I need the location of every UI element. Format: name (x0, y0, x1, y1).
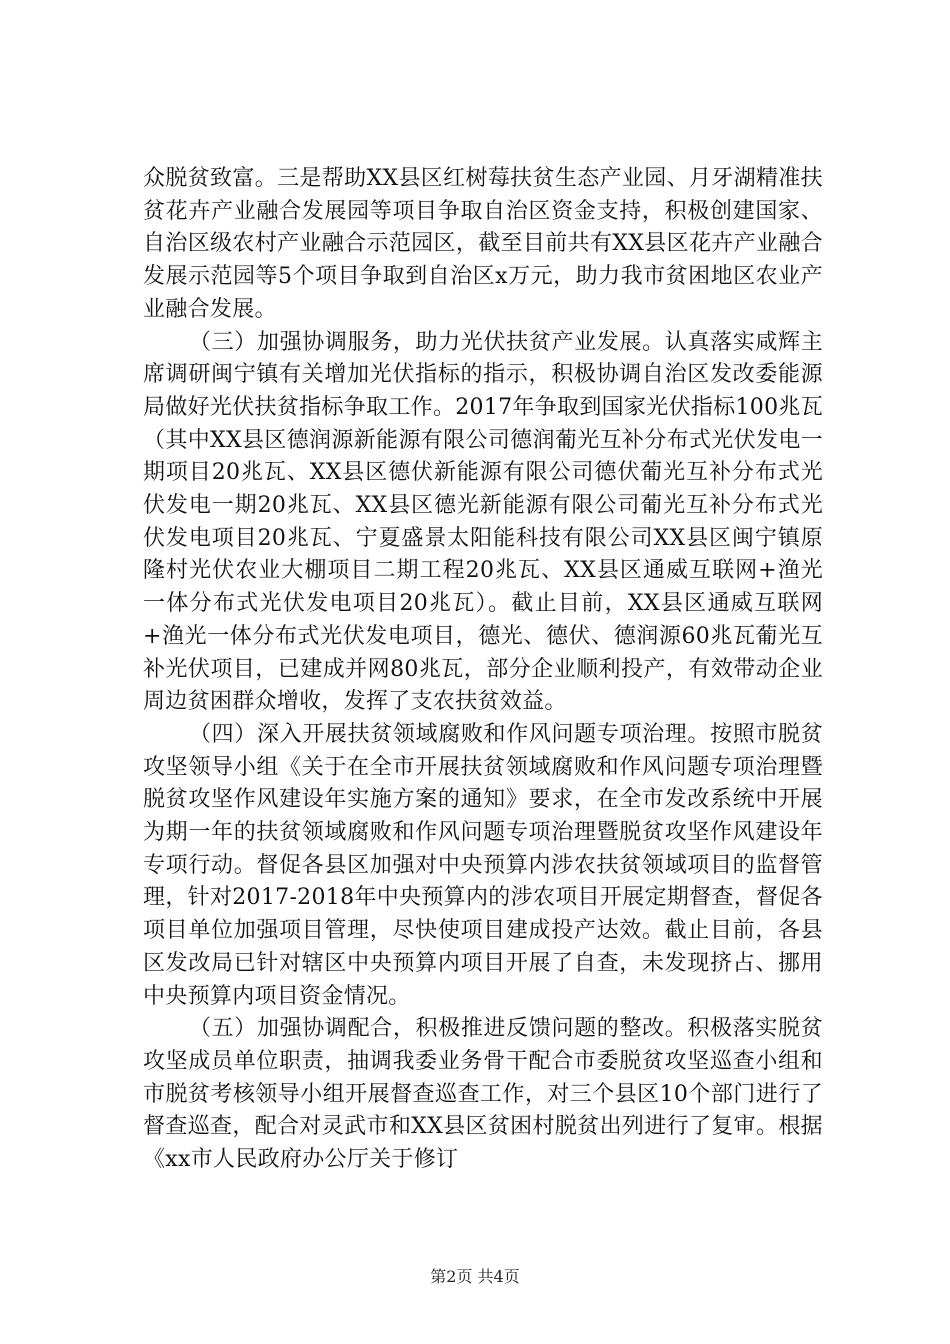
paragraph-3: （四）深入开展扶贫领域腐败和作风问题专项治理。按照市脱贫攻坚领导小组《关于在全市开展扶贫领域腐败和作风问题专项治理暨脱贫攻坚作风建设年实施方案的通知》要求，在全市发改系统中开展为期一年的扶贫领域腐败和作风问题专项治理暨脱贫攻坚作风建设年专项行动。督促各县区加强对中央预算内涉农扶贫领域项目的监督管理，针对2017-2018年中央预算内的涉农项目开展定期督查，督促各项目单位加强项目管理，尽快使项目建成投产达效。截止目前，各县区发改局已针对辖区中央预算内项目开展了自查，未发现挤占、挪用中央预算内项目资金情况。 (143, 721, 823, 1009)
paragraph-2: （三）加强协调服务，助力光伏扶贫产业发展。认真落实咸辉主席调研闽宁镇有关增加光伏指标的指示，积极协调自治区发改委能源局做好光伏扶贫指标争取工作。2017年争取到国家光伏指标100兆瓦（其中XX县区德润源新能源有限公司德润葡光互补分布式光伏发电一期项目20兆瓦、XX县区德伏新能源有限公司德伏葡光互补分布式光伏发电一期20兆瓦、XX县区德光新能源有限公司葡光互补分布式光伏发电项目20兆瓦、宁夏盛景太阳能科技有限公司XX县区闽宁镇原隆村光伏农业大棚项目二期工程20兆瓦、XX县区通威互联网+渔光一体分布式光伏发电项目20兆瓦）。截止目前，XX县区通威互联网+渔光一体分布式光伏发电项目，德光、德伏、德润源60兆瓦葡光互补光伏项目，已建成并网80兆瓦，部分企业顺利投产，有效带动企业周边贫困群众增收，发挥了支农扶贫效益。 (143, 329, 823, 715)
page-number-label: 第2页 共4页 (430, 1267, 520, 1286)
paragraph-1: 众脱贫致富。三是帮助XX县区红树莓扶贫生态产业园、月牙湖精准扶贫花卉产业融合发展园等项目争取自治区资金支持，积极创建国家、自治区级农村产业融合示范园区，截至目前共有XX县区花卉产业融合发展示范园等5个项目争取到自治区x万元，助力我市贫困地区农业产业融合发展。 (143, 166, 823, 322)
page-footer (0, 1267, 950, 1287)
document-body (143, 163, 823, 1177)
paragraph-4: （五）加强协调配合，积极推进反馈问题的整改。积极落实脱贫攻坚成员单位职责，抽调我委业务骨干配合市委脱贫攻坚巡查小组和市脱贫考核领导小组开展督查巡查工作，对三个县区10个部门进行了督查巡查，配合对灵武市和XX县区贫困村脱贫出列进行了复审。根据《xx市人民政府办公厅关于修订 (143, 1016, 823, 1173)
